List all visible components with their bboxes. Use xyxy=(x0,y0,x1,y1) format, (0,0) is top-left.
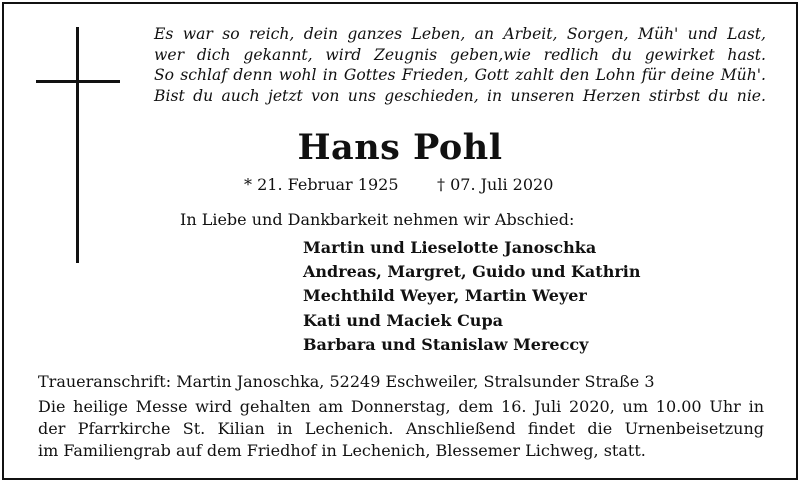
mass-line: im Familiengrab auf dem Friedhof in Lechenich, Blessemer Lichweg, statt. xyxy=(38,441,646,460)
poem-line: Es war so reich, dein ganzes Leben, an Arbeit, Sorgen, Müh' und Last, xyxy=(154,25,766,43)
birth-date: * 21. Februar 1925 xyxy=(244,175,399,194)
mourner-entry: Andreas, Margret, Guido und Kathrin xyxy=(303,262,641,282)
mourner-entry: Mechthild Weyer, Martin Weyer xyxy=(303,286,587,306)
mass-line: der Pfarrkirche St. Kilian in Lechenich. Anschließend findet die Urnenbeisetzung xyxy=(38,419,764,438)
death-date: † 07. Juli 2020 xyxy=(437,175,554,194)
farewell-text: In Liebe und Dankbarkeit nehmen wir Abschied: xyxy=(180,210,575,229)
mass-announcement xyxy=(38,396,764,462)
poem-line: wer dich gekannt, wird Zeugnis geben,wie redlich du gewirket hast. xyxy=(154,45,766,64)
mourning-address: Traueranschrift: Martin Janoschka, 52249 Eschweiler, Stralsunder Straße 3 xyxy=(38,372,655,391)
poem-line: So schlaf denn wohl in Gottes Frieden, Gott zahlt den Lohn für deine Müh'. xyxy=(154,66,766,84)
mourner-entry: Martin und Lieselotte Janoschka xyxy=(303,238,597,257)
mourners-list xyxy=(303,236,640,357)
mass-line: Die heilige Messe wird gehalten am Donnerstag, dem 16. Juli 2020, um 10.00 Uhr in xyxy=(38,397,764,416)
cross-horizontal-bar xyxy=(36,80,120,83)
memorial-poem xyxy=(154,24,766,106)
mourner-entry: Barbara und Stanislaw Mereccy xyxy=(303,334,589,354)
mourner-entry: Kati und Maciek Cupa xyxy=(303,310,503,330)
deceased-name: Hans Pohl xyxy=(297,127,503,168)
poem-line: Bist du auch jetzt von uns geschieden, in unseren Herzen stirbst du nie. xyxy=(154,86,766,105)
